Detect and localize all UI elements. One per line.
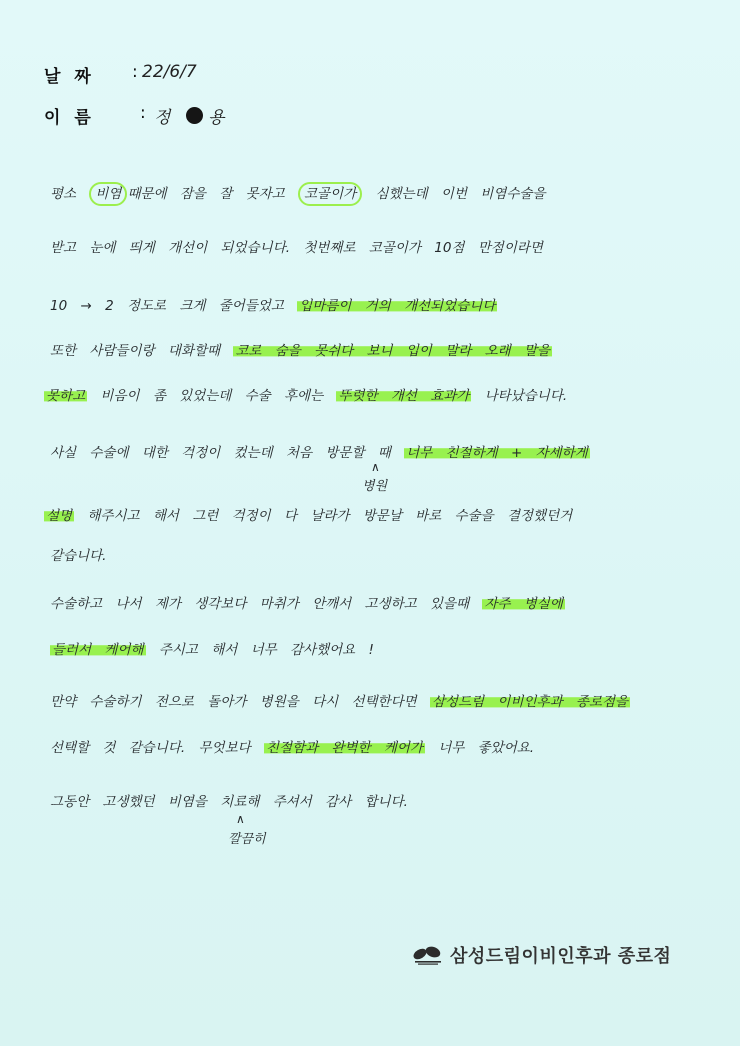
line10-b: 주시고 해서 너무 감사했어요 ! bbox=[145, 642, 374, 658]
insert-caret-2: ∧ bbox=[236, 812, 245, 826]
review-line-10 bbox=[50, 636, 374, 664]
date-label: 날 짜 bbox=[44, 67, 95, 87]
review-line-13: 그동안 고생했던 비염을 치료해 주셔서 감사 합니다. bbox=[50, 794, 408, 810]
line5-d: 나타났습니다. bbox=[471, 388, 568, 404]
line9-a: 수술하고 나서 제가 생각보다 마취가 안깨서 고생하고 있을때 bbox=[50, 596, 483, 612]
line6-highlight: 너무 친절하게 + 자세하게 bbox=[406, 445, 588, 461]
line10-highlight: 들러서 케어해 bbox=[52, 642, 144, 658]
line4-highlight: 코로 숨을 못쉬다 보니 입이 말라 오래 말을 bbox=[235, 343, 551, 359]
clinic-logo bbox=[412, 942, 671, 968]
line1-e: 심했는데 이번 비염수술을 bbox=[362, 186, 546, 202]
line3-highlight: 입마름이 거의 개선되었습니다 bbox=[299, 298, 496, 314]
name-last: 용 bbox=[208, 108, 225, 128]
date-value: 22/6/7 bbox=[142, 62, 197, 82]
line11-a: 만약 수술하기 전으로 돌아가 병원을 다시 선택한다면 bbox=[50, 694, 430, 710]
line1-c: 때문에 잠을 잘 못자고 bbox=[127, 186, 299, 202]
review-line-7 bbox=[44, 502, 572, 530]
line12-a: 선택할 것 같습니다. 무엇보다 bbox=[50, 740, 264, 756]
line7-b: 해주시고 해서 그런 걱정이 다 날라가 방문날 바로 수술을 결정했던거 bbox=[74, 508, 573, 524]
review-line-6 bbox=[50, 439, 590, 467]
line6-inserted-word: 병원 bbox=[362, 479, 388, 494]
review-line-1 bbox=[50, 180, 546, 208]
line12-highlight: 친절함과 완벽한 케어가 bbox=[265, 740, 423, 756]
review-line-12 bbox=[50, 734, 534, 762]
review-line-4 bbox=[50, 337, 552, 365]
line12-c: 너무 좋았어요. bbox=[424, 740, 535, 756]
redaction-dot bbox=[186, 107, 203, 124]
line1-a: 평소 bbox=[50, 186, 90, 202]
line7-highlight: 설명 bbox=[46, 508, 73, 524]
line3-a: 10 → 2 정도로 크게 줄어들었고 bbox=[50, 298, 298, 314]
line4-a: 또한 사람들이랑 대화할때 bbox=[50, 343, 234, 359]
review-line-3 bbox=[50, 292, 497, 320]
review-line-9 bbox=[50, 590, 565, 618]
clinic-name: 삼성드림이비인후과 종로점 bbox=[450, 946, 672, 967]
line5-highlight-a: 못하고 bbox=[46, 388, 86, 404]
line5-highlight-c: 뚜렷한 개선 효과가 bbox=[338, 388, 470, 404]
review-line-5 bbox=[44, 382, 567, 410]
review-line-8: 같습니다. bbox=[50, 548, 107, 564]
name-first: 정 bbox=[154, 108, 171, 128]
line1-circled-d: 코골이가 bbox=[298, 182, 362, 206]
date-colon: : bbox=[132, 62, 138, 82]
line6-b: 방문할 때 bbox=[325, 445, 405, 461]
line6-a: 사실 수술에 대한 걱정이 컸는데 처음 bbox=[50, 445, 326, 461]
line1-circled-b: 비염 bbox=[89, 182, 127, 206]
insert-caret-1: ∧ bbox=[371, 460, 380, 474]
name-colon: : bbox=[140, 103, 146, 123]
review-line-2: 받고 눈에 띄게 개선이 되었습니다. 첫번째로 코골이가 10점 만점이라면 bbox=[50, 240, 543, 256]
leaf-sprout-icon bbox=[412, 944, 444, 966]
name-label: 이 름 bbox=[44, 108, 95, 128]
review-line-11 bbox=[50, 688, 630, 716]
line5-b: 비음이 좀 있었는데 수술 후에는 bbox=[87, 388, 337, 404]
line9-highlight: 자주 병실에 bbox=[484, 596, 563, 612]
line11-highlight: 삼성드림 이비인후과 종로점을 bbox=[431, 694, 629, 710]
line13-inserted-word: 깔끔히 bbox=[228, 832, 266, 847]
